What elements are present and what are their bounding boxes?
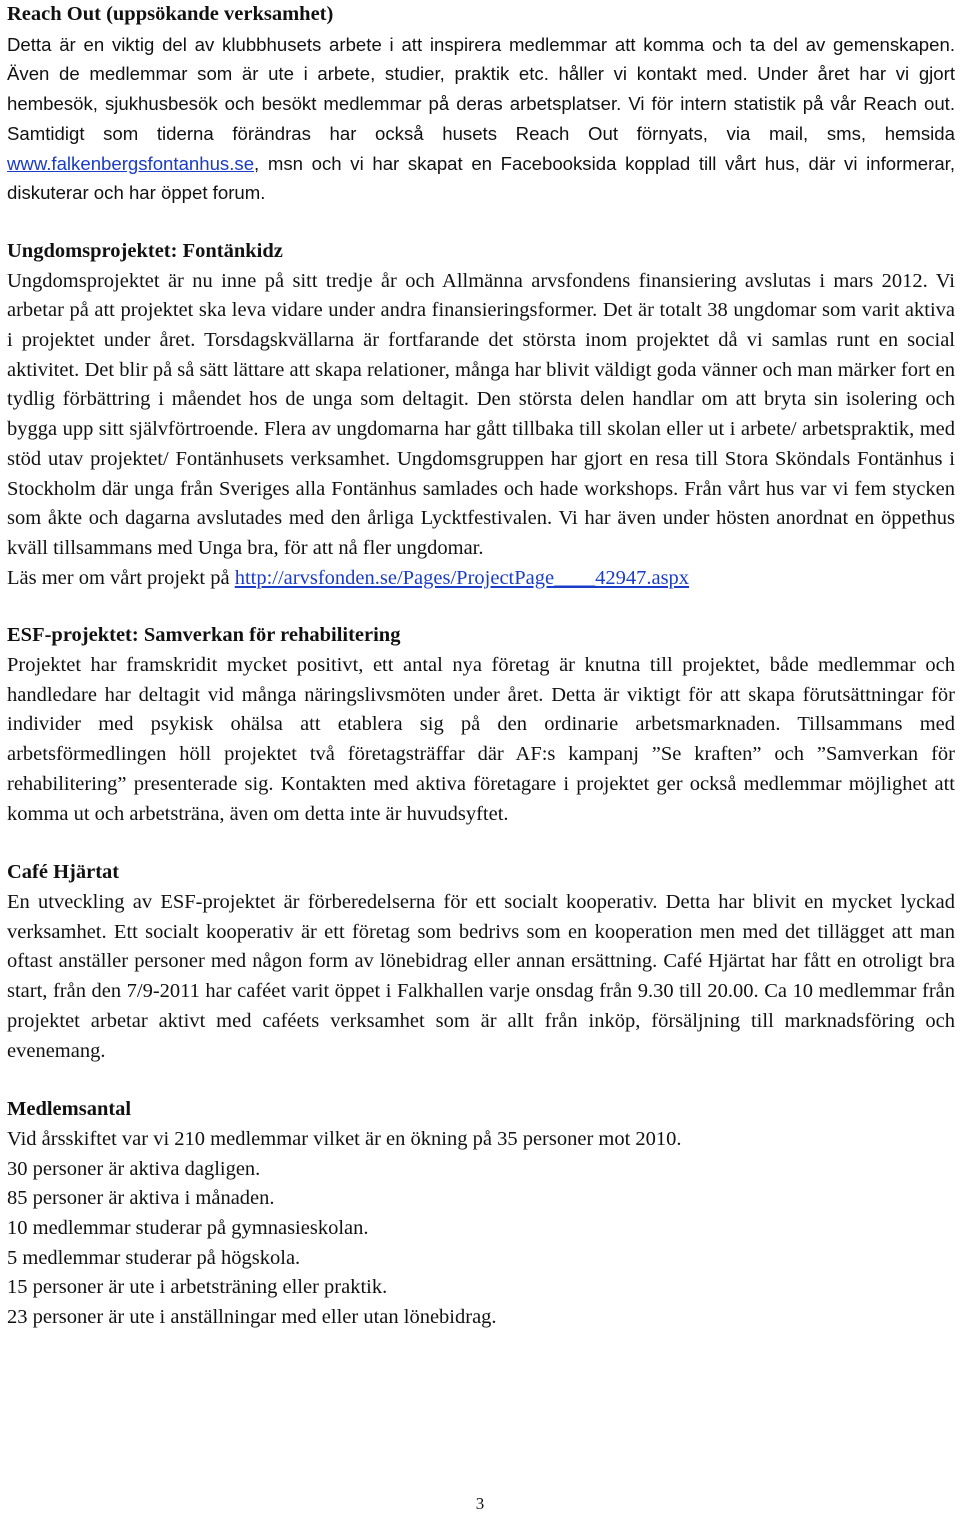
read-more-line bbox=[7, 564, 955, 594]
member-stat-line: 15 personer är ute i arbetsträning eller praktik. bbox=[7, 1276, 388, 1299]
document-page bbox=[7, 0, 955, 1333]
website-link[interactable]: www.falkenbergsfontanhus.se bbox=[7, 152, 255, 174]
heading-medlemsantal: Medlemsantal bbox=[7, 1098, 132, 1121]
member-stat-line: 23 personer är ute i anställningar med eller utan lönebidrag. bbox=[7, 1306, 497, 1329]
heading-esf-projektet: ESF-projektet: Samverkan för rehabilitering bbox=[7, 624, 401, 647]
heading-reach-out: Reach Out (uppsökande verksamhet) bbox=[7, 3, 334, 25]
section-medlemsantal bbox=[7, 1066, 955, 1333]
ungdom-paragraph: Ungdomsprojektet är nu inne på sitt tredje år och Allmänna arvsfondens finansiering avslutas i mars 2012. Vi arbetar på att projektet ska leva vidare under andra finansieringsformer. Det är totalt 38 ungdomar som varit aktiva i projektet under året. Torsdagskvällarna är fortfarande det största inom projektet då vi samlas runt en social aktivitet. Det blir på så sätt lättare att skapa relationer, många har blivit väldigt goda vänner och man märker fort en tydlig förbättring i måendet hos de unga som deltagit. Den största delen handlar om att bryta sin isolering och bygga upp sitt självförtroende. Flera av ungdomarna har gått tillbaka till skolan eller ut i arbete/ arbetspraktik, med stöd utav projektet/ Fontänhusets verksamhet. Ungdomsgruppen har gjort en resa till Stora Sköndals Fontänhus i Stockholm där unga från Sveriges alla Fontänhus samlades och hade workshops. Från vårt hus var vi fem stycken som åkte och dagarna avslutades med den årliga Lycktfestivalen. Vi har även under hösten anordnat en öppethus kväll tillsammans med Unga bra, för att nå fler ungdomar. bbox=[7, 269, 955, 559]
section-esf-projektet bbox=[7, 593, 955, 829]
page-number: 3 bbox=[475, 1494, 485, 1513]
arvsfonden-link[interactable]: http://arvsfonden.se/Pages/ProjectPage____42947.aspx bbox=[234, 566, 690, 589]
member-stat-line: 10 medlemmar studerar på gymnasieskolan. bbox=[7, 1217, 369, 1240]
heading-ungdomsprojektet: Ungdomsprojektet: Fontänkidz bbox=[7, 239, 283, 262]
section-cafe-hjartat bbox=[7, 829, 955, 1066]
reach-out-text-end: , msn och vi har skapat en Facebooksida kopplad till vårt hus, där vi informerar, diskuterar och har öppet forum. bbox=[7, 152, 955, 204]
member-stat-line: Vid årsskiftet var vi 210 medlemmar vilket är en ökning på 35 personer mot 2010. bbox=[7, 1127, 682, 1150]
cafe-paragraph: En utveckling av ESF-projektet är förberedelserna för ett socialt kooperativ. Detta har blivit en mycket lyckad verksamhet. Ett socialt kooperativ är ett företag som bedrivs som en kooperation men med det tillägget att man oftast anställer personer med någon form av lönebidrag eller annan ersättning. Café Hjärtat har fått en otroligt bra start, från den 7/9-2011 har caféet varit öppet i Falkhallen varje onsdag från 9.30 till 20.00. Ca 10 medlemmar från projektet arbetar aktivt med caféets verksamhet som är allt från inköp, försäljning till marknadsföring och evenemang. bbox=[7, 890, 955, 1062]
read-more-prefix: Läs mer om vårt projekt på bbox=[7, 566, 235, 589]
member-stat-line: 30 personer är aktiva dagligen. bbox=[7, 1157, 261, 1180]
heading-cafe-hjartat: Café Hjärtat bbox=[7, 861, 120, 884]
reach-out-text: Detta är en viktig del av klubbhusets arbete i att inspirera medlemmar att komma och ta del av gemenskapen. Även de medlemmar som är ute i arbete, studier, praktik etc. håller vi kontakt med. Under året har vi gjort hembesök, sjukhusbesök och besökt medlemmar på deras arbetsplatser. Vi för intern statistik på vår Reach out. Samtidigt som tiderna förändras har också husets Reach Out förnyats, via mail, sms, hemsida bbox=[7, 33, 955, 144]
member-stat-line: 85 personer är aktiva i månaden. bbox=[7, 1187, 275, 1210]
member-stat-line: 5 medlemmar studerar på högskola. bbox=[7, 1246, 301, 1269]
esf-paragraph: Projektet har framskridit mycket positivt, ett antal nya företag är knutna till projektet, både medlemmar och handledare har deltagit vid många näringslivsmöten under året. Detta är viktigt för att skapa förutsättningar för individer med psykisk ohälsa att etablera sig på den ordinarie arbetsmarknaden. Tillsammans med arbetsförmedlingen höll projektet två företagsträffar där AF:s kampanj ”Se kraften” och ”Samverkan för rehabilitering” presenterade sig. Kontakten med aktiva företagare i projektet ger också medlemmar möjlighet att komma ut och arbetsträna, även om detta inte är huvudsyftet. bbox=[7, 654, 955, 825]
section-reach-out bbox=[7, 0, 955, 208]
section-ungdomsprojektet bbox=[7, 208, 955, 593]
reach-out-paragraph bbox=[7, 30, 955, 208]
